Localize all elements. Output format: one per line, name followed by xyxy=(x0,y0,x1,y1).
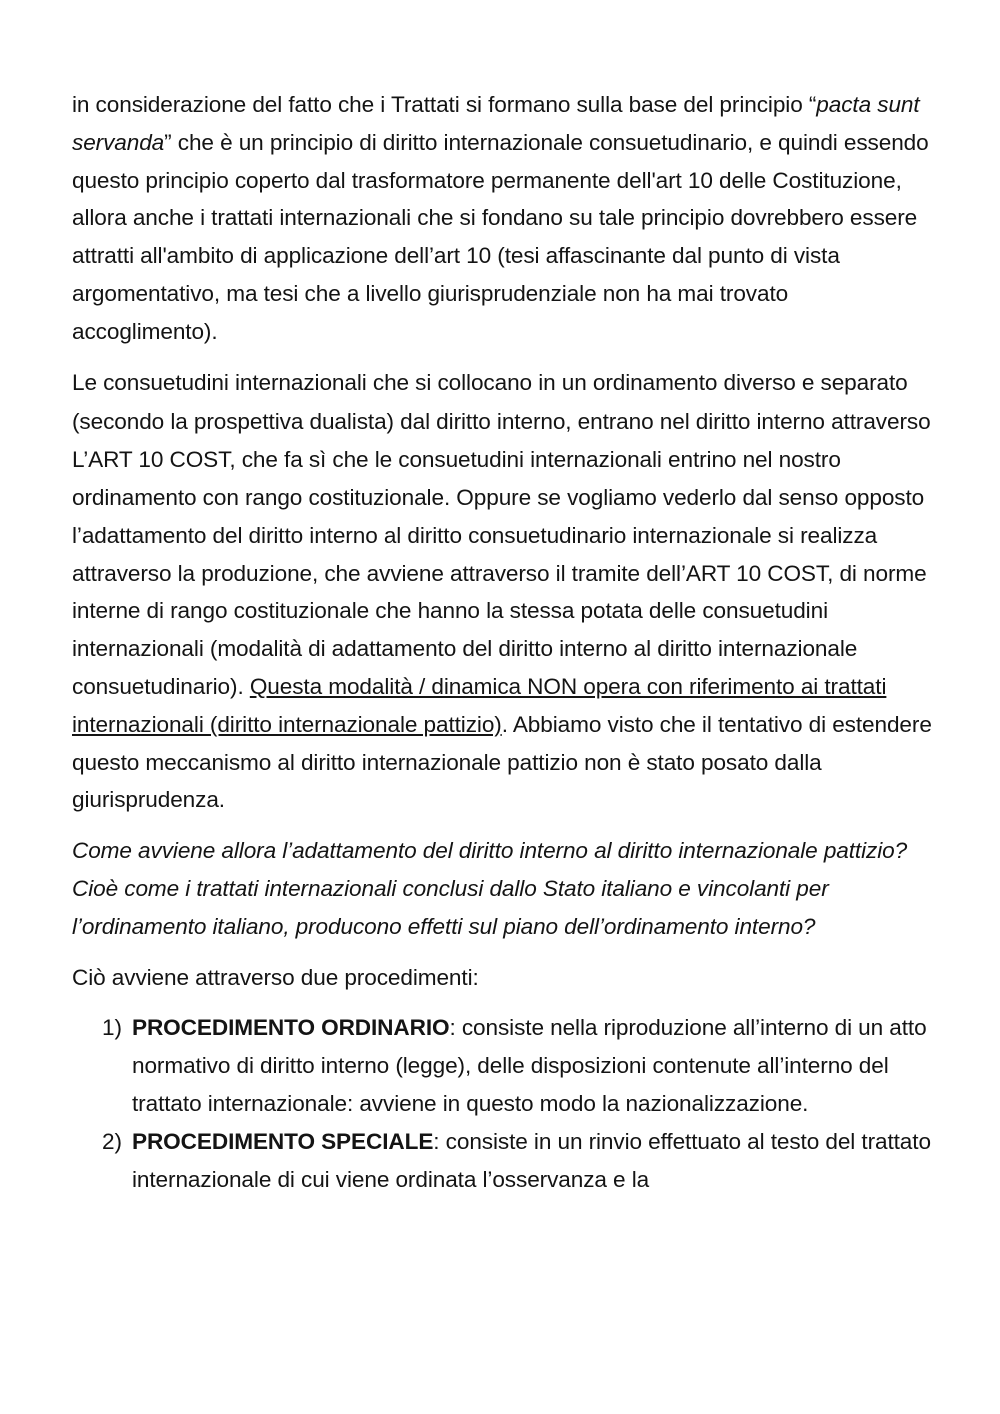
underlined-statement: Questa modalità / dinamica NON opera con riferimento ai trattati internazionali (diritto internazionale pattizio) xyxy=(72,673,887,737)
quote-open: “ xyxy=(808,92,817,117)
paragraph-text: . Abbiamo visto che il tentativo di estendere questo meccanismo al diritto internazionale pattizio non è stato posato dalla giurisprudenza. xyxy=(72,711,932,813)
paragraph-text: in considerazione del fatto che i Trattati si formano sulla base del principio xyxy=(72,92,809,117)
paragraph-text: che è un principio di diritto internazionale consuetudinario, e quindi essendo questo principio coperto dal trasformatore permanente dell'art 10 delle Costituzione, allora anche i trattati internazionali che si fondano su tale principio dovrebbero essere attratti all'ambito di applicazione dell’art 10 (tesi affascinante dal punto di vista argomentativo, ma tesi che a livello giurisprudenziale non ha mai trovato accoglimento). xyxy=(72,129,929,344)
question-paragraph: Come avviene allora l’adattamento del diritto interno al diritto internazionale pattizio? Cioè come i trattati internazionali conclusi dallo Stato italiano e vincolanti per l’ordinamento italiano, producono effetti sul piano dell’ordinamento interno? xyxy=(72,838,908,939)
list-item-text: : consiste in un rinvio effettuato al testo del trattato internazionale di cui viene ordinata l’osservanza e la xyxy=(132,1128,931,1192)
list-item-text: : consiste nella riproduzione all’interno di un atto normativo di diritto interno (legge), delle disposizioni contenute all’interno del trattato internazionale: avviene in questo modo la nazionalizzazione. xyxy=(132,1015,927,1116)
list-item xyxy=(72,1009,932,1122)
paragraph-consuetudini xyxy=(72,364,932,820)
list-item-title: PROCEDIMENTO SPECIALE xyxy=(132,1128,434,1154)
list-number: 1) xyxy=(102,1015,122,1041)
quote-close: ” xyxy=(164,129,172,155)
paragraph-pacta-sunt-servanda xyxy=(72,86,932,351)
intro-paragraph: Ciò avviene attraverso due procedimenti: xyxy=(72,964,479,990)
list-item-title: PROCEDIMENTO ORDINARIO xyxy=(132,1015,450,1041)
list-item xyxy=(72,1123,932,1199)
procedures-list xyxy=(72,1009,932,1198)
paragraph-text: Le consuetudini internazionali che si collocano in un ordinamento diverso e separato (secondo la prospettiva dualista) dal diritto interno, entrano nel diritto interno attraverso L’ART 10 COST, che fa sì che le consuetudini internazionali entrino nel nostro ordinamento con rango costituzionale. Oppure se vogliamo vederlo dal senso opposto l’adattamento del diritto interno al diritto consuetudinario internazionale si realizza attraverso la produzione, che avviene attraverso il tramite dell’ART 10 COST, di norme interne di rango costituzionale che hanno la stessa potata delle consuetudini internazionali (modalità di adattamento del diritto interno al diritto internazionale consuetudinario). xyxy=(72,369,931,699)
list-number: 2) xyxy=(102,1128,122,1154)
latin-phrase: pacta sunt servanda xyxy=(72,92,920,155)
document-page xyxy=(72,86,932,1198)
